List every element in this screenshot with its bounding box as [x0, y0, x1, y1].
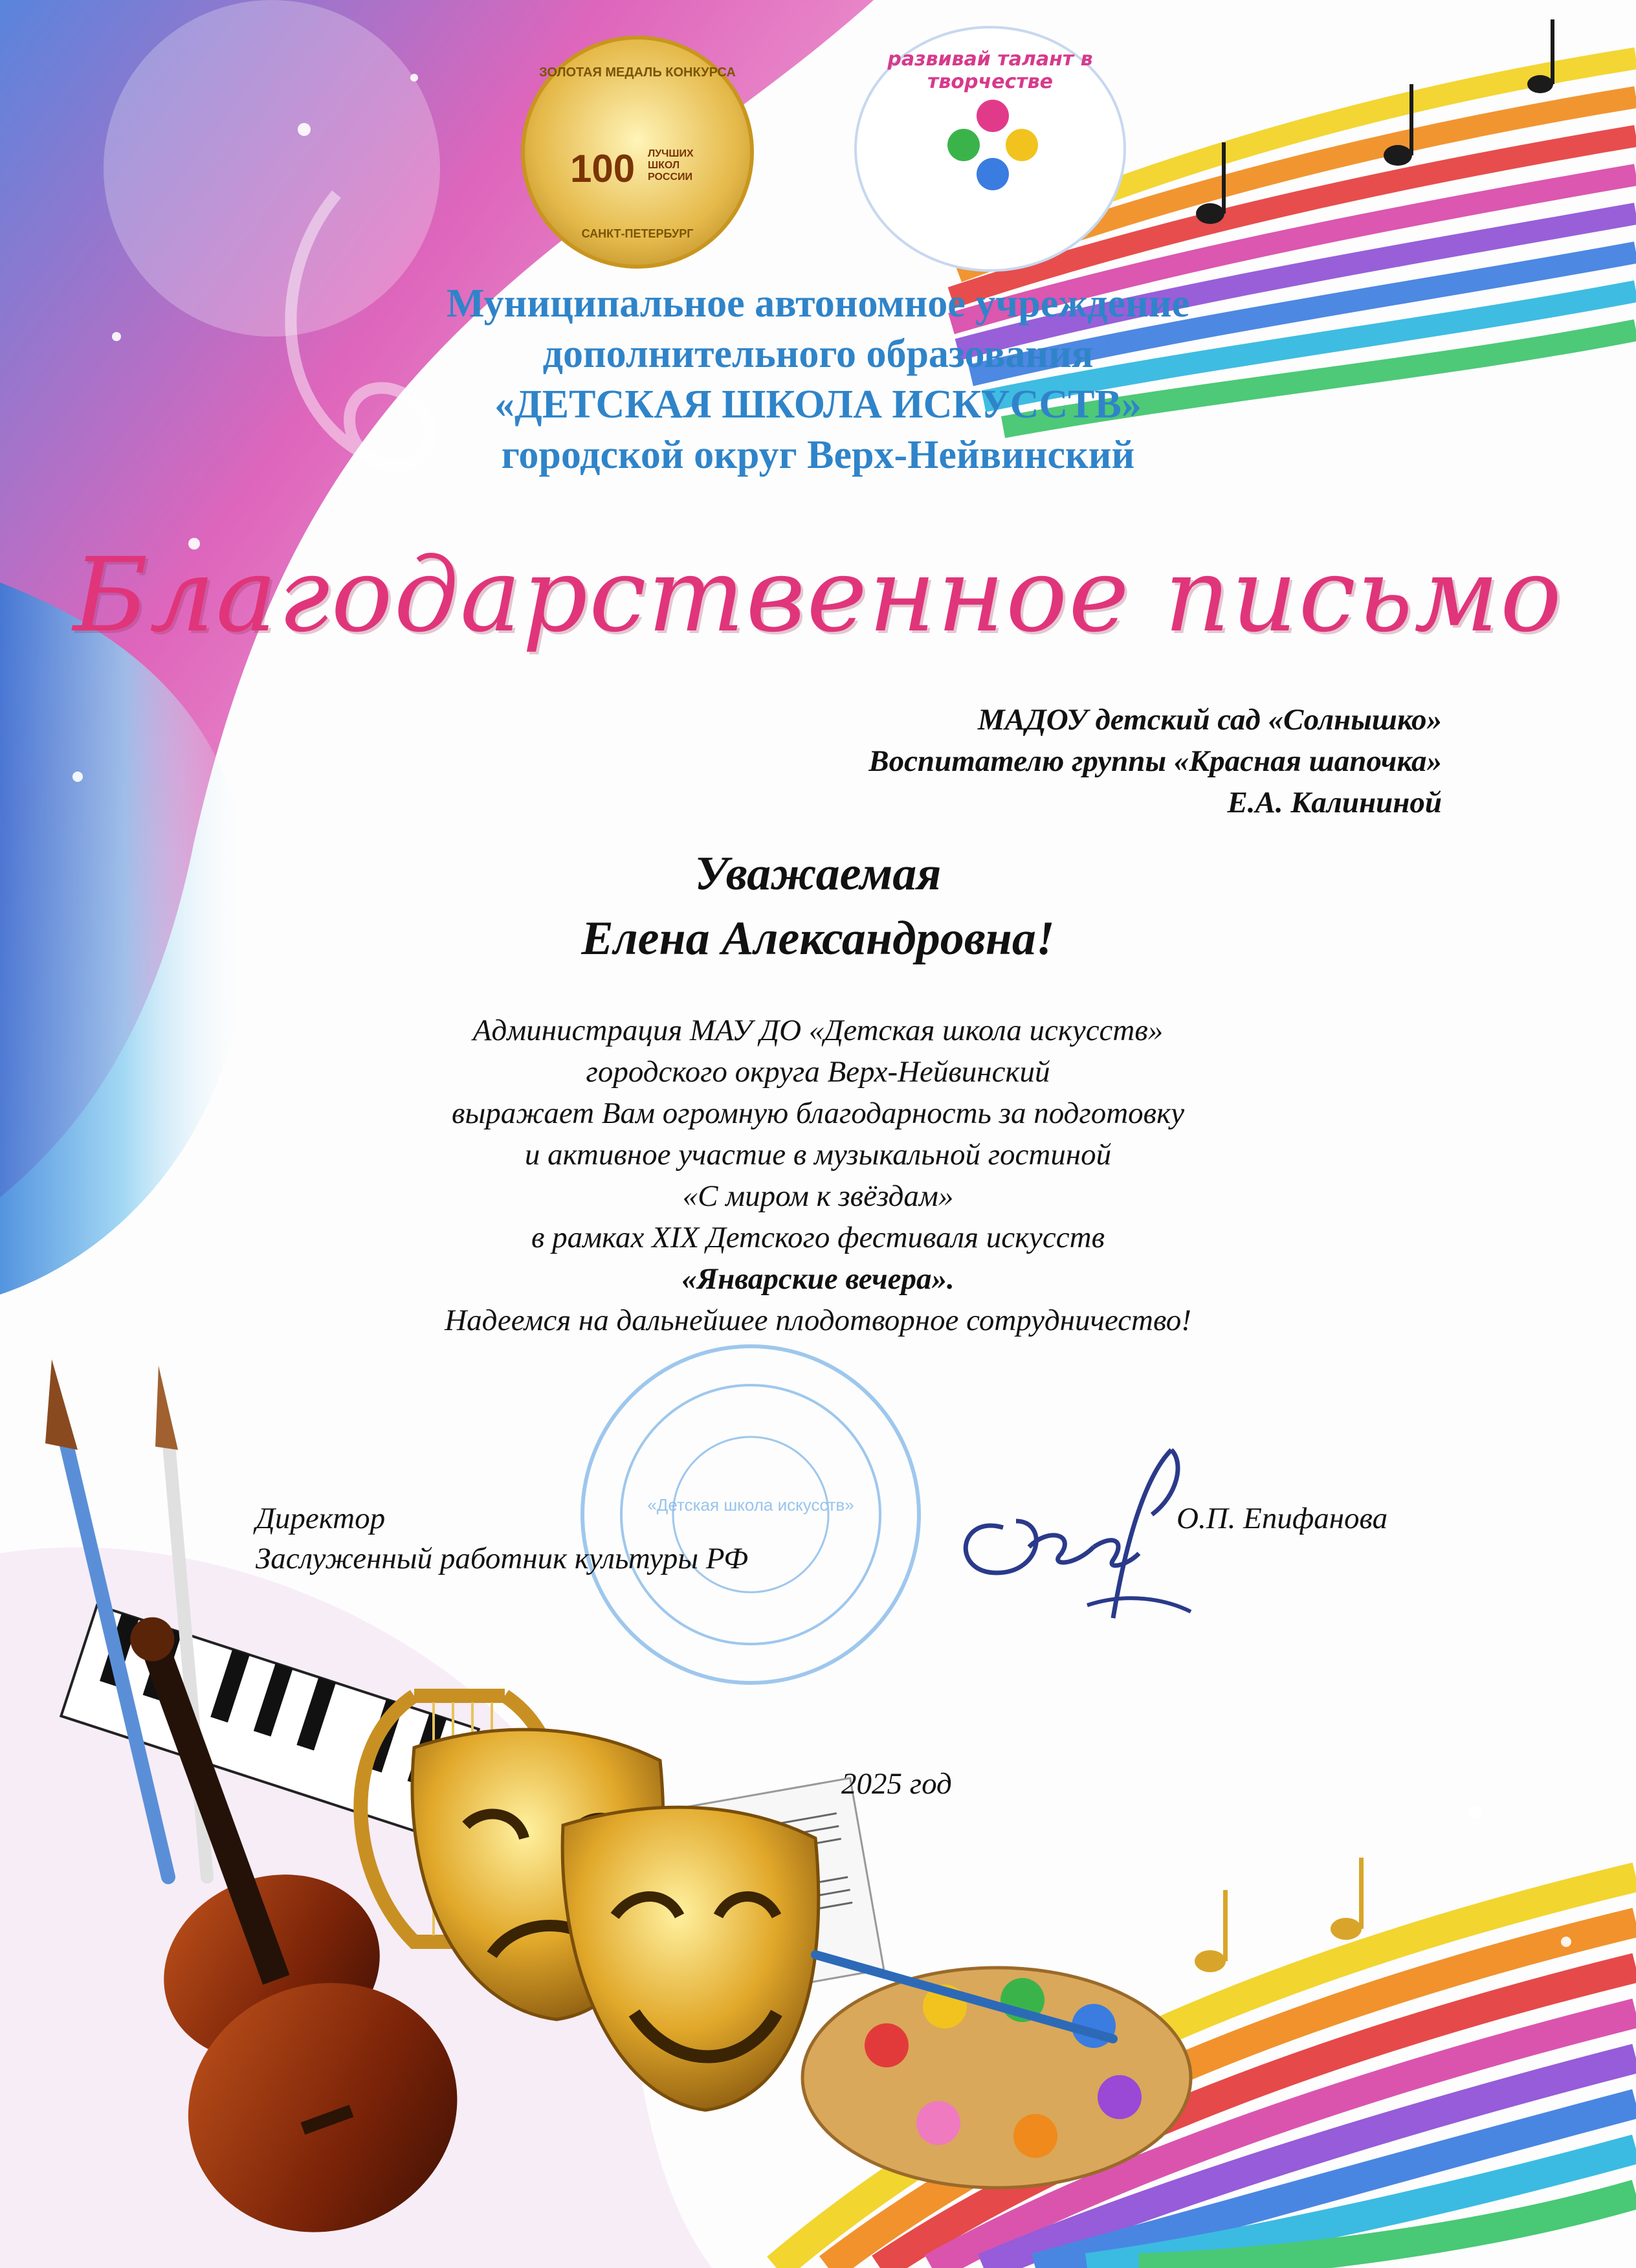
- medal-number: 100: [570, 147, 636, 190]
- organization-line-3: «ДЕТСКАЯ ШКОЛА ИСКУССТВ»: [494, 383, 1142, 427]
- document-title: Благодарственное письмо: [72, 536, 1564, 655]
- greeting-line-1: Уважаемая: [694, 847, 942, 900]
- medal-subcaption: ЛУЧШИХ ШКОЛ РОССИИ: [648, 148, 694, 183]
- emblem-flower-icon: [947, 100, 1038, 190]
- body-line-5: «С миром к звёздам»: [682, 1179, 954, 1213]
- emblem-slogan: развивай талант в творчестве: [887, 48, 1093, 93]
- recipient-line-1: МАДОУ детский сад «Солнышко»: [977, 703, 1442, 737]
- body-line-6: в рамках XIX Детского фестиваля искусств: [531, 1221, 1105, 1254]
- body-line-3: выражает Вам огромную благодарность за подготовку: [452, 1096, 1184, 1130]
- festival-name-text: «Январские вечера».: [681, 1262, 955, 1296]
- stamp-text: «Детская школа искусств»: [647, 1495, 854, 1515]
- organization-name: [0, 278, 1636, 480]
- signer-position: [256, 1498, 748, 1579]
- school-emblem-icon: [854, 26, 1126, 272]
- recipient-line-2: Воспитателю группы «Красная шапочка»: [868, 744, 1442, 778]
- greeting: [0, 841, 1636, 971]
- organization-line-1: Муниципальное автономное учреждение: [446, 282, 1190, 326]
- gold-medal-icon: [521, 36, 754, 269]
- recipient-line-3: Е.А. Калининой: [1227, 786, 1442, 819]
- closing-line: Надеемся на дальнейшее плодотворное сотрудничество!: [445, 1304, 1191, 1337]
- recipient-block: [868, 699, 1442, 823]
- signer-honor: Заслуженный работник культуры РФ: [256, 1542, 749, 1575]
- body-line-2: городского округа Верх-Нейвинский: [586, 1055, 1050, 1089]
- body-line-1: Администрация МАУ ДО «Детская школа искусств»: [472, 1014, 1164, 1047]
- festival-name: [0, 1258, 1636, 1300]
- greeting-line-2: Елена Александровна!: [581, 912, 1055, 965]
- signer-title: Директор: [256, 1502, 386, 1535]
- letter-body: [0, 1010, 1636, 1341]
- handwritten-signature: [932, 1437, 1204, 1631]
- medal-caption: ЗОЛОТАЯ МЕДАЛЬ КОНКУРСА: [539, 65, 736, 80]
- organization-line-2: дополнительного образования: [542, 332, 1094, 376]
- signer-name: О.П. Епифанова: [1177, 1502, 1388, 1535]
- medal-city: САНКТ-ПЕТЕРБУРГ: [581, 227, 694, 240]
- body-line-4: и активное участие в музыкальной гостиной: [524, 1138, 1112, 1172]
- document-year: 2025 год: [841, 1767, 952, 1801]
- organization-line-4: городской округ Верх-Нейвинский: [501, 433, 1135, 477]
